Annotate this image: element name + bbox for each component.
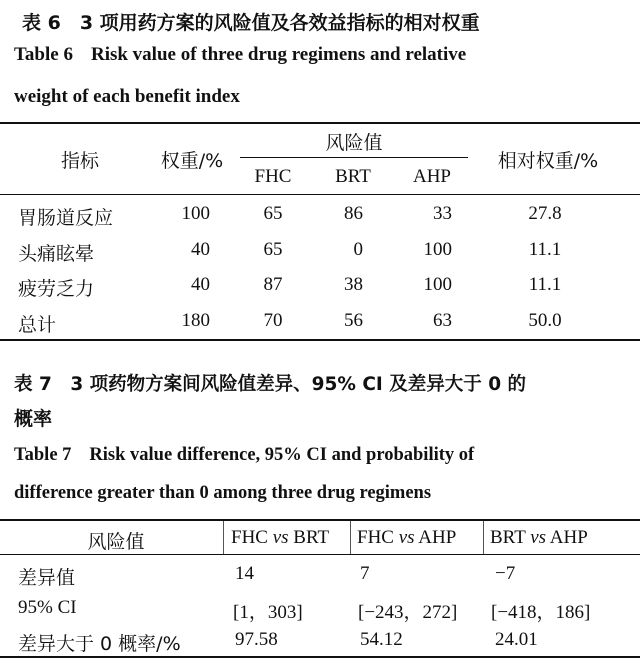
t7-row3-c3: 24.01 xyxy=(495,629,538,650)
table6-number: Table 6 xyxy=(14,44,73,65)
t6-row2-weight: 40 xyxy=(191,239,210,260)
t7-h1-a: FHC xyxy=(231,527,268,548)
t6-row4-ahp: 63 xyxy=(433,310,452,331)
t6-row1-fhc: 65 xyxy=(263,203,283,224)
t6-header-risk-value: 风险值 xyxy=(325,132,383,154)
t6-header-fhc: FHC xyxy=(254,166,292,187)
t7-h3-b: AHP xyxy=(549,527,588,548)
t6-row2-indicator: 头痛眩晕 xyxy=(18,243,95,265)
t7-row2-c1: [1，303] xyxy=(233,602,303,623)
t6-row4-indicator: 总计 xyxy=(18,314,57,336)
t7-header-divider-3 xyxy=(483,521,484,554)
t7-header-brt-vs-ahp xyxy=(490,527,588,549)
t7-header-divider-2 xyxy=(350,521,351,554)
table7-caption-en-line2: difference greater than 0 among three drug regimens xyxy=(14,483,432,503)
t6-row1-brt: 86 xyxy=(344,203,363,224)
t7-row1-c3: −7 xyxy=(495,563,516,584)
t6-row1-indicator: 胃肠道反应 xyxy=(18,207,114,229)
t6-header-weight: 权重/% xyxy=(160,150,224,172)
t6-row3-ahp: 100 xyxy=(423,274,452,295)
table6-top-rule xyxy=(0,122,640,124)
table7-top-rule xyxy=(0,519,640,521)
t7-row3-c1: 97.58 xyxy=(235,629,278,650)
t6-row2-ahp: 100 xyxy=(423,239,452,260)
t7-row1-c1: 14 xyxy=(235,563,254,584)
table7-caption-cn-line2: 概率 xyxy=(14,408,53,430)
t7-row3-c2: 54.12 xyxy=(360,629,403,650)
t7-row2-label: 95% CI xyxy=(18,597,77,618)
t7-header-fhc-vs-brt xyxy=(231,527,329,549)
t6-header-brt: BRT xyxy=(335,166,371,187)
t6-header-indicator: 指标 xyxy=(60,150,100,172)
t6-row2-fhc: 65 xyxy=(263,239,283,260)
t7-h2-vs: vs xyxy=(398,527,415,548)
t7-h3-a: BRT xyxy=(490,527,526,548)
t6-row3-brt: 38 xyxy=(344,274,363,295)
t7-h2-a: FHC xyxy=(357,527,394,548)
t7-row3-label: 差异大于 0 概率/% xyxy=(18,633,181,655)
t6-row2-relative-weight: 11.1 xyxy=(528,239,562,260)
table6-caption-en-line2: weight of each benefit index xyxy=(14,86,240,107)
t7-row1-c2: 7 xyxy=(360,563,370,584)
table7-header-rule xyxy=(0,554,640,555)
table7-caption-en-line1 xyxy=(14,445,474,466)
t7-h3-vs: vs xyxy=(530,527,547,548)
t6-row3-weight: 40 xyxy=(191,274,210,295)
table7-title-en: Risk value difference, 95% CI and probability of xyxy=(89,445,475,465)
t7-header-risk-value: 风险值 xyxy=(87,531,145,553)
t6-row3-indicator: 疲劳乏力 xyxy=(18,278,95,300)
table6-title-en: Risk value of three drug regimens and relative xyxy=(90,44,467,65)
t6-row4-fhc: 70 xyxy=(263,310,283,331)
t6-row2-brt: 0 xyxy=(353,239,363,260)
t6-row1-ahp: 33 xyxy=(433,203,452,224)
t6-row1-relative-weight: 27.8 xyxy=(528,203,562,224)
t7-row2-c2: [−243，272] xyxy=(358,602,458,623)
t7-h1-b: BRT xyxy=(293,527,330,548)
t6-row3-relative-weight: 11.1 xyxy=(528,274,562,295)
table7-caption-cn-line1: 表 7 3 项药物方案间风险值差异、95% CI 及差异大于 0 的 xyxy=(14,374,527,395)
table7-number: Table 7 xyxy=(14,445,72,465)
table6-caption-cn: 表 6 3 项用药方案的风险值及各效益指标的相对权重 xyxy=(22,12,480,34)
t6-risk-subheader-rule xyxy=(240,157,468,158)
t7-h2-b: AHP xyxy=(418,527,457,548)
t6-row3-fhc: 87 xyxy=(263,274,283,295)
t6-header-ahp: AHP xyxy=(412,166,452,187)
table6-header-rule xyxy=(0,194,640,195)
t7-header-fhc-vs-ahp xyxy=(357,527,456,549)
t7-header-divider-1 xyxy=(223,521,224,554)
t6-row4-brt: 56 xyxy=(344,310,363,331)
t6-row1-weight: 100 xyxy=(181,203,210,224)
table6-caption-en-line1 xyxy=(14,44,466,66)
t7-row2-c3: [−418，186] xyxy=(491,602,591,623)
table7-bottom-rule xyxy=(0,656,640,658)
table6-bottom-rule xyxy=(0,339,640,341)
t6-header-relative-weight: 相对权重/% xyxy=(497,150,599,172)
t7-h1-vs: vs xyxy=(272,527,289,548)
t6-row4-relative-weight: 50.0 xyxy=(528,310,562,331)
t7-row1-label: 差异值 xyxy=(18,567,76,589)
t6-row4-weight: 180 xyxy=(181,310,210,331)
